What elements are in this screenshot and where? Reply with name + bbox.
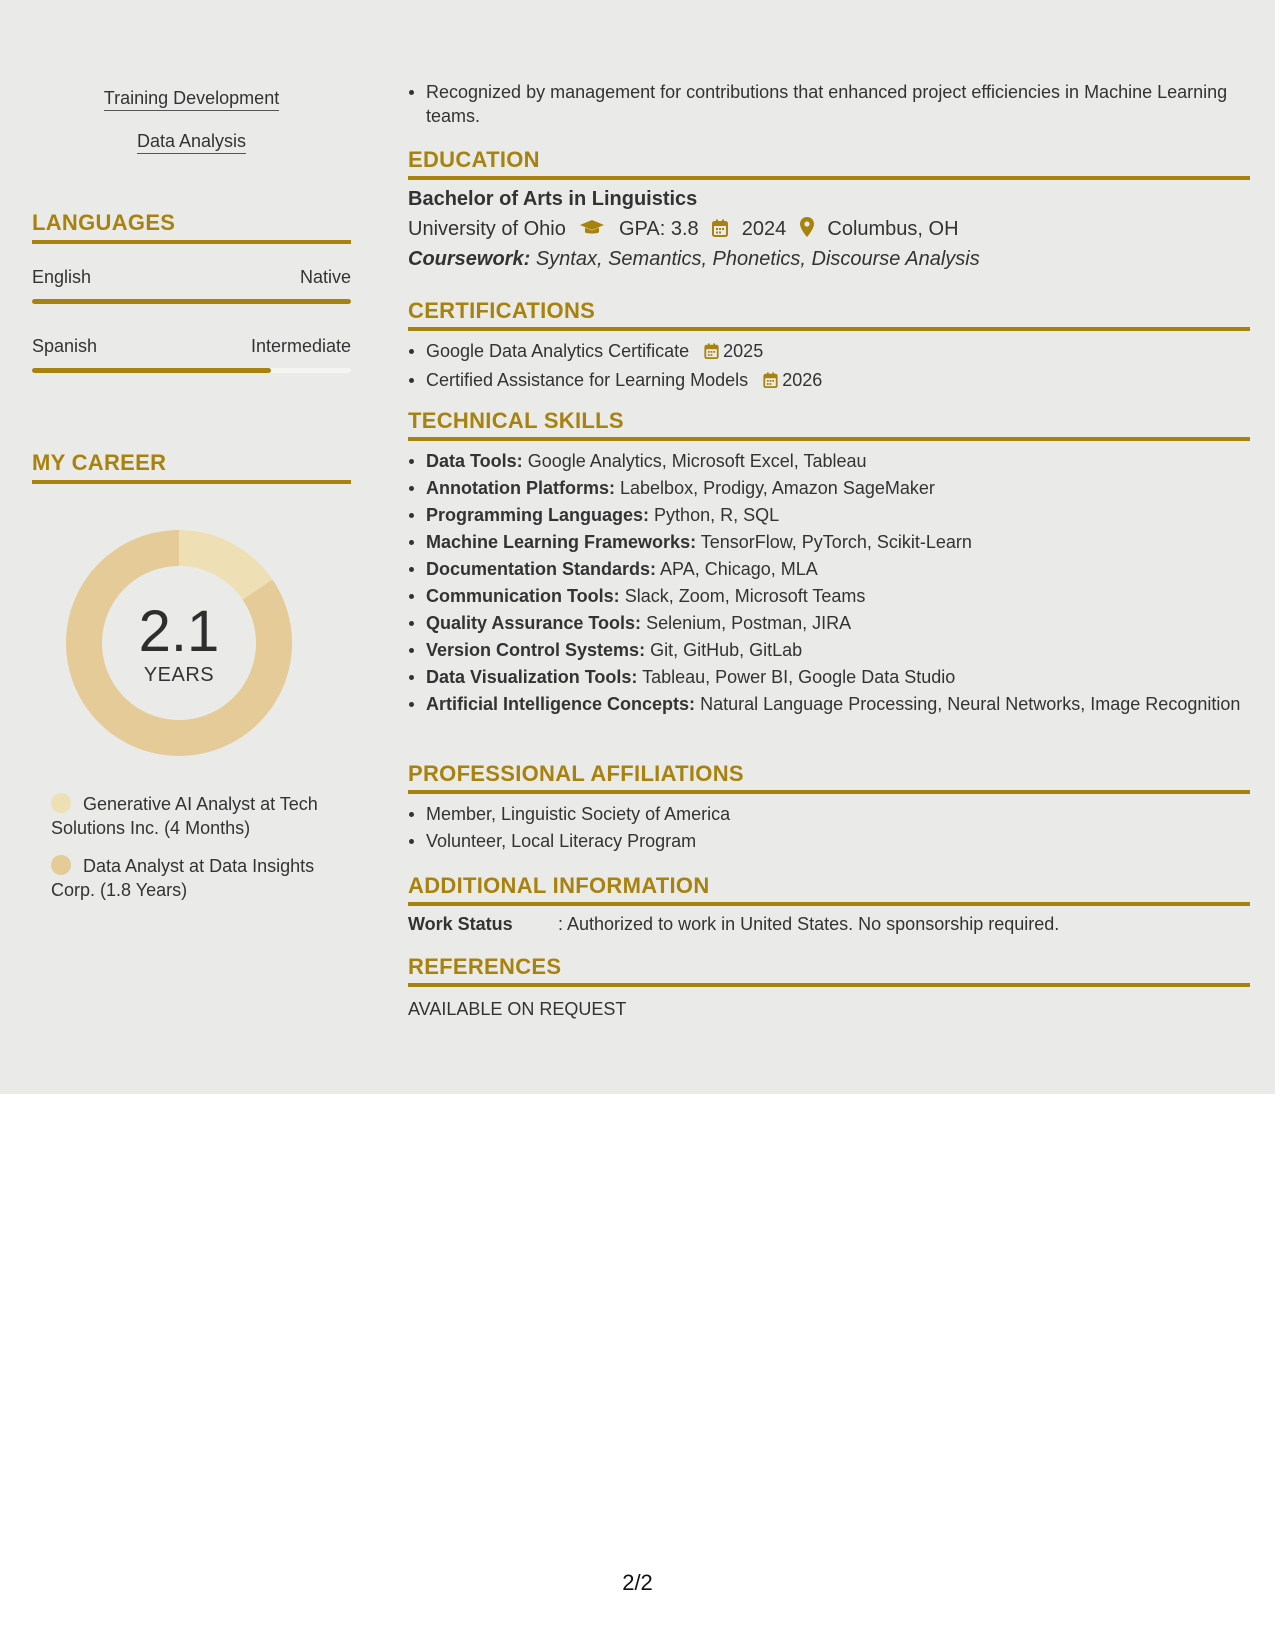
legend-swatch: [51, 793, 71, 813]
language-name: English: [32, 267, 92, 287]
career-legend-item: [51, 854, 341, 902]
work-status-value: : Authorized to work in United States. No sponsorship required.: [558, 914, 1060, 934]
career-legend-label: Data Analyst at Data Insights Corp. (1.8 Years): [51, 856, 315, 900]
certifications-heading: CERTIFICATIONS: [408, 298, 1250, 331]
career-legend-item: [51, 792, 341, 840]
references-section: [408, 954, 1250, 1021]
education-location: Columbus, OH: [827, 218, 959, 240]
skill-category: Artificial Intelligence Concepts:: [426, 694, 696, 714]
skill-row: [426, 665, 1250, 689]
graduation-cap-icon: [579, 219, 605, 243]
certification-year: 2026: [782, 370, 823, 390]
list-item: Member, Linguistic Society of America: [426, 802, 1250, 826]
career-legend-label: Generative AI Analyst at Tech Solutions Inc. (4 Months): [51, 794, 318, 838]
additional-info-heading: ADDITIONAL INFORMATION: [408, 873, 1250, 906]
skill-values: Google Analytics, Microsoft Excel, Tableau: [527, 451, 867, 471]
skill-category: Programming Languages:: [426, 505, 650, 525]
graduation-year: 2024: [741, 218, 787, 240]
skill-category: Machine Learning Frameworks:: [426, 532, 697, 552]
language-row: [32, 336, 351, 357]
skill-category: Communication Tools:: [426, 586, 620, 606]
career-donut-chart: [66, 530, 292, 756]
certification-year: 2025: [723, 341, 764, 361]
skill-values: Slack, Zoom, Microsoft Teams: [624, 586, 866, 606]
career-total-unit: YEARS: [143, 664, 215, 686]
skill-values: TensorFlow, PyTorch, Scikit-Learn: [700, 532, 972, 552]
certifications-section: [408, 298, 1250, 397]
legend-swatch: [51, 855, 71, 875]
skill-category: Quality Assurance Tools:: [426, 613, 642, 633]
certification-name: Certified Assistance for Learning Models: [426, 370, 749, 390]
additional-info-section: [408, 873, 1250, 935]
coursework-label: Coursework:: [408, 248, 531, 270]
education-section: [408, 147, 1250, 271]
skill-category: Documentation Standards:: [426, 559, 657, 579]
skill-list: [32, 88, 351, 154]
skill-category: Data Tools:: [426, 451, 523, 471]
skill-category: Annotation Platforms:: [426, 478, 615, 498]
language-proficiency-fill: [32, 299, 351, 304]
skill-row: [426, 611, 1250, 635]
skill-values: Selenium, Postman, JIRA: [646, 613, 852, 633]
languages-heading: LANGUAGES: [32, 210, 351, 244]
location-pin-icon: [800, 217, 814, 243]
skill-values: Labelbox, Prodigy, Amazon SageMaker: [620, 478, 935, 498]
career-heading: MY CAREER: [32, 450, 351, 484]
school-name: University of Ohio: [408, 218, 566, 240]
skill-values: Python, R, SQL: [654, 505, 780, 525]
coursework: [408, 248, 1250, 271]
coursework-list: Syntax, Semantics, Phonetics, Discourse Analysis: [535, 248, 980, 270]
calendar-icon: [704, 341, 719, 365]
references-text: AVAILABLE ON REQUEST: [408, 999, 627, 1019]
affiliations-section: [408, 761, 1250, 856]
skill-row: [426, 638, 1250, 662]
language-proficiency-bar: [32, 299, 351, 304]
skill-category: Version Control Systems:: [426, 640, 646, 660]
page-number: 2/2: [622, 1570, 653, 1595]
skill-row: [426, 584, 1250, 608]
references-heading: REFERENCES: [408, 954, 1250, 987]
career-total-years: 2.1: [138, 599, 220, 664]
skill-row: [426, 530, 1250, 554]
language-name: Spanish: [32, 336, 98, 356]
certification-item: [426, 368, 1250, 394]
language-row: [32, 267, 351, 288]
work-status-label: Work Status: [408, 914, 513, 934]
skill-row: [426, 692, 1250, 716]
calendar-icon: [763, 370, 778, 394]
technical-skills-section: [408, 408, 1250, 719]
technical-skills-heading: TECHNICAL SKILLS: [408, 408, 1250, 441]
list-item: Recognized by management for contributions that enhanced project efficiencies in Machine Learning teams.: [426, 80, 1250, 128]
affiliations-heading: PROFESSIONAL AFFILIATIONS: [408, 761, 1250, 794]
work-status-row: [408, 914, 1250, 935]
degree-title: Bachelor of Arts in Linguistics: [408, 188, 698, 210]
language-level: Native: [299, 267, 351, 287]
skill-item[interactable]: Training Development: [32, 88, 351, 111]
skill-values: Git, GitHub, GitLab: [650, 640, 803, 660]
certification-name: Google Data Analytics Certificate: [426, 341, 690, 361]
skill-item[interactable]: Data Analysis: [32, 131, 351, 154]
education-heading: EDUCATION: [408, 147, 1250, 180]
skill-row: [426, 557, 1250, 581]
language-level: Intermediate: [250, 336, 351, 356]
skill-row: [426, 476, 1250, 500]
skill-row: [426, 449, 1250, 473]
language-proficiency-bar: [32, 368, 351, 373]
experience-continued: [408, 80, 1250, 131]
skill-values: Natural Language Processing, Neural Networks, Image Recognition: [700, 694, 1241, 714]
calendar-icon: [712, 219, 728, 243]
education-details: [408, 217, 1250, 243]
skill-category: Data Visualization Tools:: [426, 667, 638, 687]
skill-values: APA, Chicago, MLA: [660, 559, 818, 579]
certification-item: [426, 339, 1250, 365]
skill-values: Tableau, Power BI, Google Data Studio: [642, 667, 956, 687]
list-item: Volunteer, Local Literacy Program: [426, 829, 1250, 853]
skill-row: [426, 503, 1250, 527]
gpa: GPA: 3.8: [618, 218, 699, 240]
language-proficiency-fill: [32, 368, 271, 373]
